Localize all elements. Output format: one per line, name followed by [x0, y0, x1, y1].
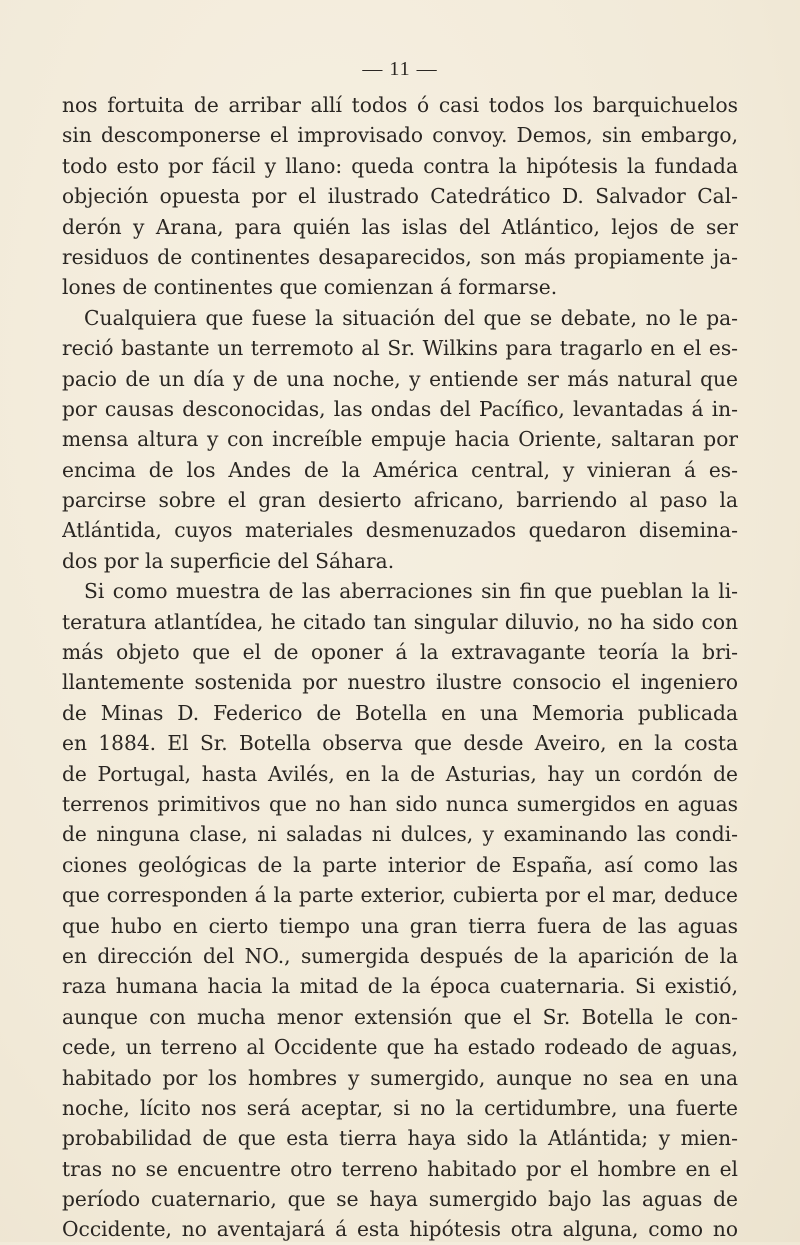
text-line: encima de los Andes de la América central, y vinieran á es-: [62, 457, 738, 482]
text-line: probabilidad de que esta tierra haya sido la Atlántida; y mien-: [62, 1126, 738, 1151]
text-line: lones de continentes que comienzan á formarse.: [62, 275, 558, 300]
text-line: teratura atlantídea, he citado tan singular diluvio, no ha sido con: [62, 609, 738, 634]
text-line: habitado por los hombres y sumergido, aunque no sea en una: [62, 1065, 738, 1090]
text-line: objeción opuesta por el ilustrado Catedrático D. Salvador Cal-: [62, 184, 738, 209]
text-line: dos por la superficie del Sáhara.: [62, 548, 395, 573]
text-line: en dirección del NO., sumergida después de la aparición de la: [62, 943, 738, 968]
text-line: que hubo en cierto tiempo una gran tierra fuera de las aguas: [62, 913, 738, 938]
text-line: terrenos primitivos que no han sido nunca sumergidos en aguas: [62, 791, 738, 816]
text-line: período cuaternario, que se haya sumergido bajo las aguas de: [62, 1187, 738, 1212]
text-line: noche, lícito nos será aceptar, si no la certidumbre, una fuerte: [62, 1095, 738, 1120]
text-line: derón y Arana, para quién las islas del Atlántico, lejos de ser: [62, 214, 738, 239]
text-line: Occidente, no aventajará á esta hipótesis otra alguna, como no: [62, 1217, 738, 1242]
text-line: todo esto por fácil y llano: queda contra la hipótesis la fundada: [62, 153, 738, 178]
text-line: mensa altura y con increíble empuje hacia Oriente, saltaran por: [62, 427, 738, 452]
text-line: nos fortuita de arribar allí todos ó casi todos los barquichuelos: [62, 93, 738, 117]
text-line: de Portugal, hasta Avilés, en la de Asturias, hay un cordón de: [62, 761, 738, 786]
text-line: llantemente sostenida por nuestro ilustre consocio el ingeniero: [62, 670, 738, 695]
text-line: sin descomponerse el improvisado convoy. Demos, sin embargo,: [62, 123, 738, 148]
text-line: residuos de continentes desaparecidos, son más propiamente ja-: [62, 244, 738, 269]
text-line: raza humana hacia la mitad de la época cuaternaria. Si existió,: [62, 974, 738, 999]
text-line: Si como muestra de las aberraciones sin fin que pueblan la li-: [84, 579, 738, 604]
text-line: parcirse sobre el gran desierto africano, barriendo al paso la: [62, 488, 738, 513]
text-line: que corresponden á la parte exterior, cubierta por el mar, deduce: [62, 883, 738, 908]
body-text: [62, 90, 738, 1245]
text-line: pacio de un día y de una noche, y entiende ser más natural que: [62, 366, 738, 391]
text-line: ciones geológicas de la parte interior de España, así como las: [62, 852, 738, 877]
text-line: de Minas D. Federico de Botella en una Memoria publicada: [62, 700, 738, 725]
text-line: en 1884. El Sr. Botella observa que desde Aveiro, en la costa: [62, 731, 738, 756]
text-line: reció bastante un terremoto al Sr. Wilkins para tragarlo en el es-: [62, 336, 738, 361]
text-line: Cualquiera que fuese la situación del que se debate, no le pa-: [84, 305, 738, 330]
text-line: por causas desconocidas, las ondas del Pacífico, levantadas á in-: [62, 396, 738, 421]
text-line: de ninguna clase, ni saladas ni dulces, y examinando las condi-: [62, 822, 738, 847]
text-line: cede, un terreno al Occidente que ha estado rodeado de aguas,: [62, 1035, 738, 1060]
text-line: aunque con mucha menor extensión que el Sr. Botella le con-: [62, 1004, 738, 1029]
page-number: — 11 —: [362, 58, 438, 80]
text-line: tras no se encuentre otro terreno habitado por el hombre en el: [62, 1156, 738, 1181]
text-line: más objeto que el de oponer á la extravagante teoría la bri-: [62, 640, 738, 665]
text-line: Atlántida, cuyos materiales desmenuzados quedaron disemina-: [62, 518, 738, 543]
